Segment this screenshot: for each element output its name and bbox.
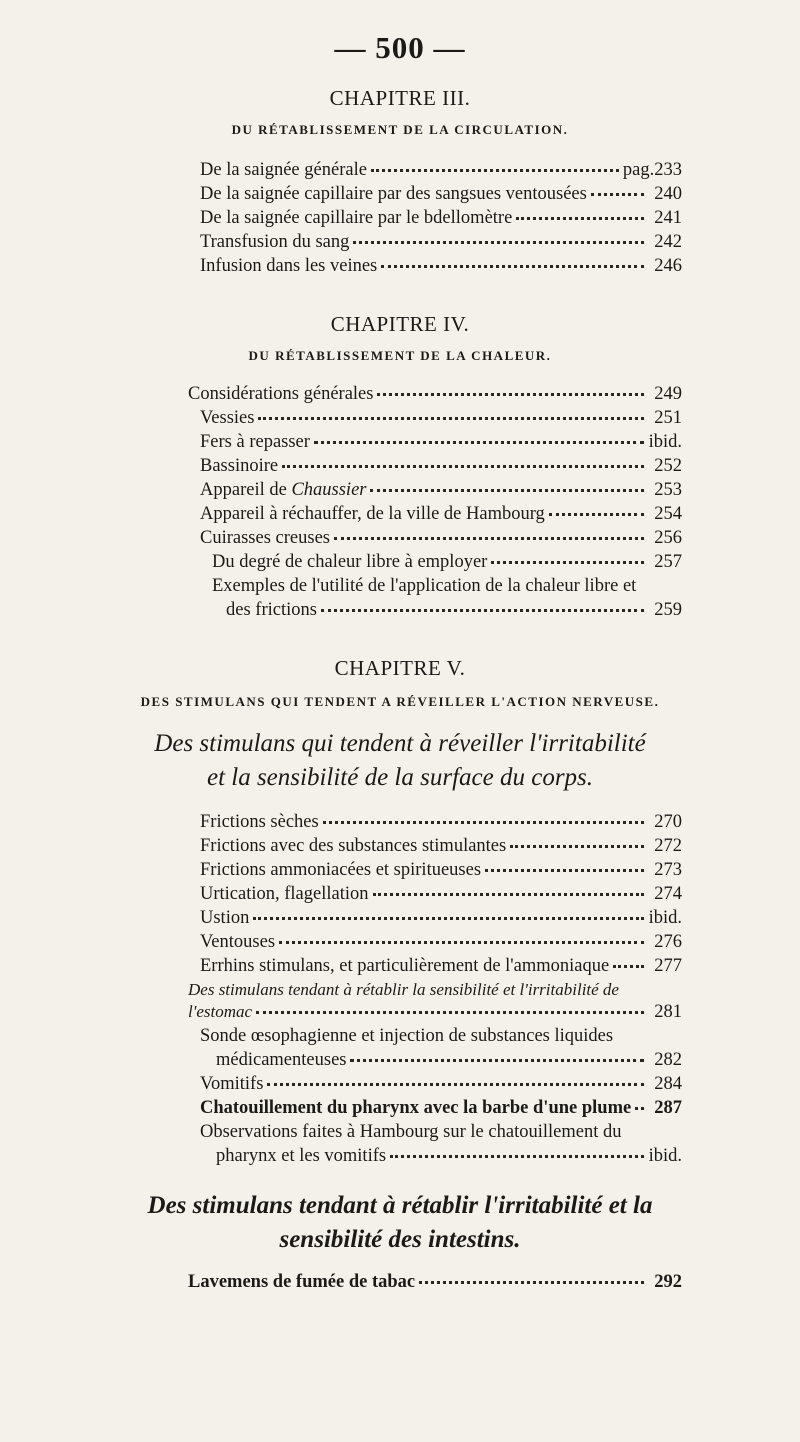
leader-dots [350,1059,644,1062]
leader-dots [485,869,644,872]
toc-entry-text: Vessies [200,408,255,428]
leader-dots [549,513,644,516]
toc-entry-page: 273 [654,860,682,880]
toc-entry-page: 272 [654,836,682,856]
toc-entry-text: Urtication, flagellation [200,884,369,904]
toc-entry-text: pharynx et les vomitifs [216,1146,387,1166]
toc-entry[interactable] [200,1074,682,1100]
toc-entry-page: ibid. [648,432,682,452]
toc-entry[interactable] [216,1146,682,1172]
toc-entry[interactable] [200,956,682,982]
toc-entry[interactable] [200,408,682,434]
chapter-3-subtitle: DU RÉTABLISSEMENT DE LA CIRCULATION. [231,122,569,137]
toc-entry-text: Considérations générales [188,384,374,404]
leader-dots [390,1155,644,1158]
toc-entry-page: 274 [654,884,682,904]
toc-entry-page: 259 [654,600,682,620]
toc-entry-text: Lavemens de fumée de tabac [188,1272,416,1292]
toc-entry[interactable] [200,232,682,258]
toc-entry-text: des frictions [226,600,317,620]
toc-entry[interactable] [200,1098,682,1124]
chapter-4-title: CHAPITRE IV. [330,312,470,336]
toc-entry-text: Fers à repasser [200,432,310,452]
toc-entry[interactable] [200,812,682,838]
toc-entry[interactable] [200,908,682,934]
toc-entry-page: 249 [654,384,682,404]
toc-entry-text: Cuirasses creuses [200,528,330,548]
toc-entry[interactable] [200,504,682,530]
toc-entry-text: Frictions sèches [200,812,319,832]
toc-entry-text: Frictions ammoniacées et spiritueuses [200,860,482,880]
toc-entry-page: 282 [654,1050,682,1070]
leader-dots [353,241,644,244]
leader-dots [373,893,645,896]
section-title: Des stimulans tendant à rétablir l'irritabilité et la [147,1192,653,1219]
section-title: sensibilité des intestins. [279,1226,521,1253]
toc-entry-page: 287 [654,1098,682,1118]
toc-entry-text: Infusion dans les veines [200,256,378,276]
leader-dots [314,441,644,444]
toc-entry[interactable] [200,884,682,910]
toc-entry-text: l'estomac [188,1002,253,1021]
toc-entry-text: Ventouses [200,932,276,952]
toc-entry-text: De la saignée capillaire par le bdellomètre [200,208,513,228]
toc-entry-text: Du degré de chaleur libre à employer [212,552,488,572]
toc-entry-page: 242 [654,232,682,252]
toc-entry-text-line1: Observations faites à Hambourg sur le chatouillement du [200,1122,622,1142]
chapter-5-title: CHAPITRE V. [334,656,466,680]
toc-entry[interactable] [200,836,682,862]
leader-dots [370,489,644,492]
leader-dots [516,217,644,220]
toc-entry-page: 277 [654,956,682,976]
toc-entry[interactable] [188,1002,682,1028]
toc-entry-page: 252 [654,456,682,476]
toc-entry-text: Appareil à réchauffer, de la ville de Hambourg [200,504,545,524]
toc-entry-text: De la saignée générale [200,160,367,180]
subsection-note-line1: Des stimulans tendant à rétablir la sensibilité et l'irritabilité de [188,980,619,999]
leader-dots [613,965,644,968]
toc-entry-page: ibid. [648,1146,682,1166]
toc-entry[interactable] [200,208,682,234]
toc-entry-text: Chatouillement du pharynx avec la barbe d'une plume [200,1098,632,1118]
toc-entry-text: Frictions avec des substances stimulantes [200,836,507,856]
toc-entry-page: 240 [654,184,682,204]
leader-dots [258,417,644,420]
toc-entry-page: 256 [654,528,682,548]
toc-entry-text: Bassinoire [200,456,279,476]
toc-entry-page: 270 [654,812,682,832]
toc-entry[interactable] [200,184,682,210]
toc-entry[interactable] [200,432,682,458]
leader-dots [491,561,644,564]
chapter-5-subtitle: DES STIMULANS QUI TENDENT A RÉVEILLER L'ACTION NERVEUSE. [140,694,660,709]
leader-dots [635,1107,644,1110]
toc-entry[interactable] [200,932,682,958]
leader-dots [377,393,644,396]
toc-entry[interactable] [226,600,682,626]
toc-entry-page: 284 [654,1074,682,1094]
leader-dots [282,465,644,468]
toc-entry-page: 281 [654,1002,682,1022]
toc-entry-text: Transfusion du sang [200,232,350,252]
leader-dots [381,265,644,268]
toc-entry-text: Errhins stimulans, et particulièrement de l'ammoniaque [200,956,610,976]
leader-dots [279,941,644,944]
leader-dots [253,917,644,920]
leader-dots [510,845,644,848]
toc-entry-page: 246 [654,256,682,276]
toc-entry-page: pag.233 [622,160,682,180]
toc-entry-page: 253 [654,480,682,500]
toc-entry-page: 251 [654,408,682,428]
toc-entry[interactable] [200,456,682,482]
toc-entry-text: Vomitifs [200,1074,264,1094]
leader-dots [323,821,644,824]
section-title: et la sensibilité de la surface du corps. [206,764,594,791]
leader-dots [371,169,619,172]
toc-entry-page: 276 [654,932,682,952]
toc-entry[interactable] [216,1050,682,1076]
leader-dots [267,1083,644,1086]
leader-dots [321,609,644,612]
toc-entry-page: 241 [654,208,682,228]
toc-entry[interactable] [212,552,682,578]
leader-dots [334,537,644,540]
toc-entry-text: Appareil de Chaussier [200,480,367,500]
chapter-3-title: CHAPITRE III. [329,86,471,110]
leader-dots [419,1281,644,1284]
leader-dots [256,1011,644,1014]
toc-entry[interactable] [200,860,682,886]
toc-entry-page: 257 [654,552,682,572]
toc-entry-page: 254 [654,504,682,524]
toc-entry[interactable] [200,480,682,506]
toc-entry-text-line1: Exemples de l'utilité de l'application de la chaleur libre et [212,576,637,596]
leader-dots [591,193,644,196]
section-title: Des stimulans qui tendent à réveiller l'irritabilité [154,730,646,757]
toc-entry[interactable] [188,1272,682,1298]
chapter-4-subtitle: DU RÉTABLISSEMENT DE LA CHALEUR. [248,348,552,363]
toc-entry[interactable] [200,528,682,554]
toc-entry-page: 292 [654,1272,682,1292]
toc-entry-text: De la saignée capillaire par des sangsues ventousées [200,184,587,204]
toc-entry-text-line1: Sonde œsophagienne et injection de substances liquides [200,1026,614,1046]
toc-entry[interactable] [200,160,682,186]
toc-entry-text: Ustion [200,908,250,928]
toc-entry[interactable] [200,256,682,282]
toc-entry[interactable] [188,384,682,410]
toc-entry-text: médicamenteuses [216,1050,347,1070]
toc-entry-page: ibid. [648,908,682,928]
page-number: — 500 — [334,30,466,65]
